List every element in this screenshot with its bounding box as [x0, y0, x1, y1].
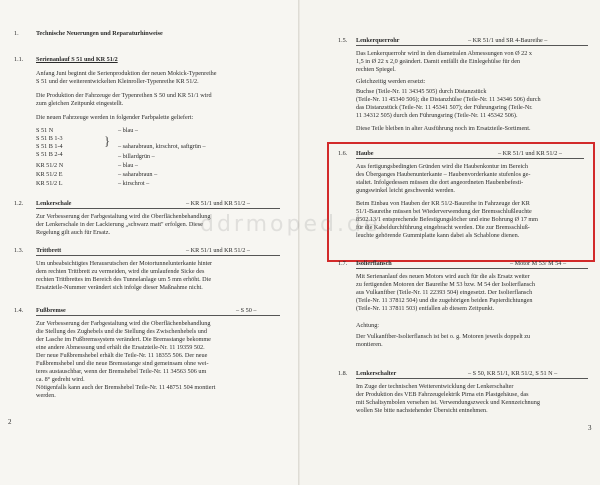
section-ref: – KR 51/1 und SR 4-Baureihe –: [468, 37, 548, 44]
section-ref: – Motor M 53/ M 54 –: [510, 260, 567, 267]
body-line: ca. 8° gedreht wird.: [36, 376, 85, 383]
divider: [356, 268, 588, 269]
body-line: Die Produktion der Fahrzeuge der Typenreihen S 50 und KR 51/1 wird: [36, 92, 212, 99]
section-number: 1.: [14, 30, 19, 37]
model-code: KR 51/2 L: [36, 180, 63, 187]
body-line: Buchse (Teile-Nr. 11 34345 505) durch Distanzstück: [356, 88, 487, 95]
body-line: gungswinkel leicht geschwenkt werden.: [356, 187, 455, 194]
color-name: – saharabraun, kirschrot, saftgrün –: [118, 143, 206, 150]
color-name: – saharabraun –: [118, 171, 158, 178]
body-line: Um unbeabsichtigtes Herausrutschen der Motortunnelunterkante hinter: [36, 260, 213, 267]
section-ref: – S 50, KR 51/1, KR 51/2, S 51 N –: [468, 370, 558, 377]
body-line: Die neuen Fahrzeuge werden in folgender Farbpalette geliefert:: [36, 114, 194, 121]
section-title: Fußbremse: [36, 307, 66, 314]
watermark: ddrmoped.de: [200, 212, 381, 237]
body-line: zu fertigenden Motoren der Baureihe M 53 bzw. M 54 der Isolierflansch: [356, 281, 535, 288]
body-line: staltet. Infolgedessen müssen die dort angeordneten Haubenbefesti-: [356, 179, 524, 186]
section-number: 1.4.: [14, 307, 24, 314]
body-line: Nötigenfalls kann auch der Bremshebel Teile-Nr. 11 48751 504 montiert: [36, 384, 216, 391]
body-line: (Teile-Nr. 11 37811 503) entfallen ab diesem Zeitpunkt.: [356, 305, 495, 312]
body-line: Zur Verbesserung der Farbgestaltung wird die Oberflächenbehandlung: [36, 213, 211, 220]
body-line: 51/1-Baureihe müssen bei Wiederverwendung der Bremsschlußleuchte: [356, 208, 532, 215]
body-line: teres austauschbar, wenn der Bremshebel Teile-Nr. 11 34563 506 um: [36, 368, 207, 375]
color-name: – blau –: [118, 162, 138, 169]
body-line: das Distanzstück (Teile-Nr. 11 45341 507); der Führungsring (Teile-Nr.: [356, 104, 533, 111]
body-line: S 51 und der weiterentwickelten Kleinroller-Typenreihe KR 51/2.: [36, 78, 199, 85]
body-line: die Stellung des Zughebels und die Stellung des Zwischenhebels und: [36, 328, 207, 335]
body-line: für die Kabeldurchführung eingebracht werden. Die zur Bremsschluß-: [356, 224, 530, 231]
color-name: – billardgrün –: [118, 153, 155, 160]
divider: [36, 255, 280, 256]
right-page: [300, 0, 600, 485]
section-number: 1.2.: [14, 200, 24, 207]
body-line: Mit Serienanlauf des neuen Motors wird auch für die als Ersatz weiter: [356, 273, 530, 280]
model-code: KR 51/2 N: [36, 162, 64, 169]
body-line: Ersatzteile-Nummer verändert sich infolge dieser Maßnahme nicht.: [36, 284, 203, 291]
body-line: eine andere Abmessung und erhält die Ersatzteile-Nr. 11 19359 502.: [36, 344, 205, 351]
divider: [356, 158, 584, 159]
body-line: Das Lenkerquerrohr wird in den diametralen Abmessungen von Ø 22 x: [356, 50, 532, 57]
section-ref: – KR 51/1 und KR 51/2 –: [498, 150, 562, 157]
model-code: S 51 N: [36, 127, 54, 134]
model-code: S 51 B 1-4: [36, 143, 63, 150]
page-number: 3: [588, 424, 592, 432]
body-line: Der Vulkanfiber-Isolierflansch ist bei o. g. Motoren jeweils doppelt zu: [356, 333, 531, 340]
divider: [36, 208, 280, 209]
divider: [356, 45, 588, 46]
body-line: (Teile-Nr. 11 37812 504) und die zugehörigen beiden Papierdichtungen: [356, 297, 533, 304]
body-line: Beim Einbau von Hauben der KR 51/2-Baureihe in Fahrzeuge der KR: [356, 200, 530, 207]
section-title: Isolierflansch: [356, 260, 392, 267]
section-title: Lenkerschalter: [356, 370, 397, 377]
section-number: 1.3.: [14, 247, 24, 254]
body-line: Gleichzeitig werden ersetzt:: [356, 78, 426, 85]
body-line: Aus fertigungsbedingten Gründen wird die Haubenkontur im Bereich: [356, 163, 529, 170]
body-line: Regelung gilt auch für Ersatz.: [36, 229, 111, 236]
body-line: mit Schaltsymbolen versehen ist. Verwendungszweck und Kennzeichnung: [356, 399, 540, 406]
body-line: 11 34312 505) durch den Führungsring (Teile-Nr. 11 45342 506).: [356, 112, 518, 119]
body-line: Zur Verbesserung der Farbgestaltung wird die Oberflächenbehandlung: [36, 320, 211, 327]
body-line: der Lenkerschale in der Lackierung „schwarz matt" erfolgen. Diese: [36, 221, 203, 228]
body-line: werden.: [36, 392, 56, 399]
body-line: leuchte gehörende Gummiplatte kann dabei als Schablone dienen.: [356, 232, 520, 239]
body-line: 8502.13/1 entsprechende Befestigungslöcher und eine Bohrung Ø 17 mm: [356, 216, 538, 223]
section-title: Lenkerquerrohr: [356, 37, 400, 44]
divider: [36, 315, 280, 316]
section-number: 1.7.: [338, 260, 348, 267]
model-code: S 51 B 1-3: [36, 135, 63, 142]
section-number: 1.6.: [338, 150, 348, 157]
body-line: Der neue Fußbremshebel erhält die Teile-Nr. 11 18355 506. Der neue: [36, 352, 208, 359]
body-line: der Lasche im Fußbremssystem verändert. Die Bremsstange bekomme: [36, 336, 211, 343]
section-title: Serienanlauf S 51 und KR 51/2: [36, 56, 118, 63]
model-code: KR 51/2 E: [36, 171, 63, 178]
color-name: – blau –: [118, 127, 138, 134]
body-line: der Produktion des VEB Fahrzeugelektrik Pirna ein Plastgehäuse, das: [356, 391, 529, 398]
divider: [356, 378, 588, 379]
section-number: 1.8.: [338, 370, 348, 377]
section-title: Lenkerschale: [36, 200, 72, 207]
section-ref: – KR 51/1 und KR 51/2 –: [186, 200, 250, 207]
body-line: Im Zuge der technischen Weiterentwicklung der Lenkerschalter: [356, 383, 514, 390]
body-line: montieren.: [356, 341, 383, 348]
body-line: Anfang Juni beginnt die Serienproduktion der neuen Mokick-Typenreihe: [36, 70, 217, 77]
section-number: 1.5.: [338, 37, 348, 44]
body-line: wollen Sie bitte nachstehender Übersicht entnehmen.: [356, 407, 488, 414]
section-ref: – S 50 –: [236, 307, 257, 314]
body-line: (Teile-Nr. 11 45340 506); die Distanzhülse (Teile-Nr. 11 34346 506) durch: [356, 96, 541, 103]
body-line: zum gleichen Zeitpunkt eingestellt.: [36, 100, 124, 107]
body-line: Fußbremshebel und die neue Bremsstange sind gemeinsam ohne wei-: [36, 360, 209, 367]
body-line: Diese Teile bleiben in alter Ausführung noch im Ersatzteile-Sortiment.: [356, 125, 531, 132]
body-line: rechten Trittbrettes im Bereich des Tunnelanlage um 5 mm erhöht. Die: [36, 276, 212, 283]
section-title: Haube: [356, 150, 374, 157]
page-number: 2: [8, 418, 12, 426]
section-number: 1.1.: [14, 56, 24, 63]
note-title: Achtung:: [356, 322, 380, 329]
body-line: aus Vulkanfiber (Teile-Nr. 11 22393 504) eingesetzt. Der Isolierflansch: [356, 289, 533, 296]
body-line: dem rechten Trittbrett zu vermeiden, wird die umlaufende Sicke des: [36, 268, 205, 275]
section-title: Trittbrett: [36, 247, 62, 254]
section-title: Technische Neuerungen und Reparaturhinweise: [36, 30, 163, 37]
section-ref: – KR 51/1 und KR 51/2 –: [186, 247, 250, 254]
body-line: 1,5 in Ø 22 x 2,0 geändert. Damit entfällt die Einlegehülse für den: [356, 58, 521, 65]
model-code: S 51 B 2-4: [36, 151, 63, 158]
color-name: – kirschrot –: [118, 180, 150, 187]
brace-icon: }: [104, 133, 111, 148]
body-line: rechten Spiegel.: [356, 66, 396, 73]
body-line: des Überganges Haubenunterkante – Haubenvorderkante stufenlos ge-: [356, 171, 531, 178]
